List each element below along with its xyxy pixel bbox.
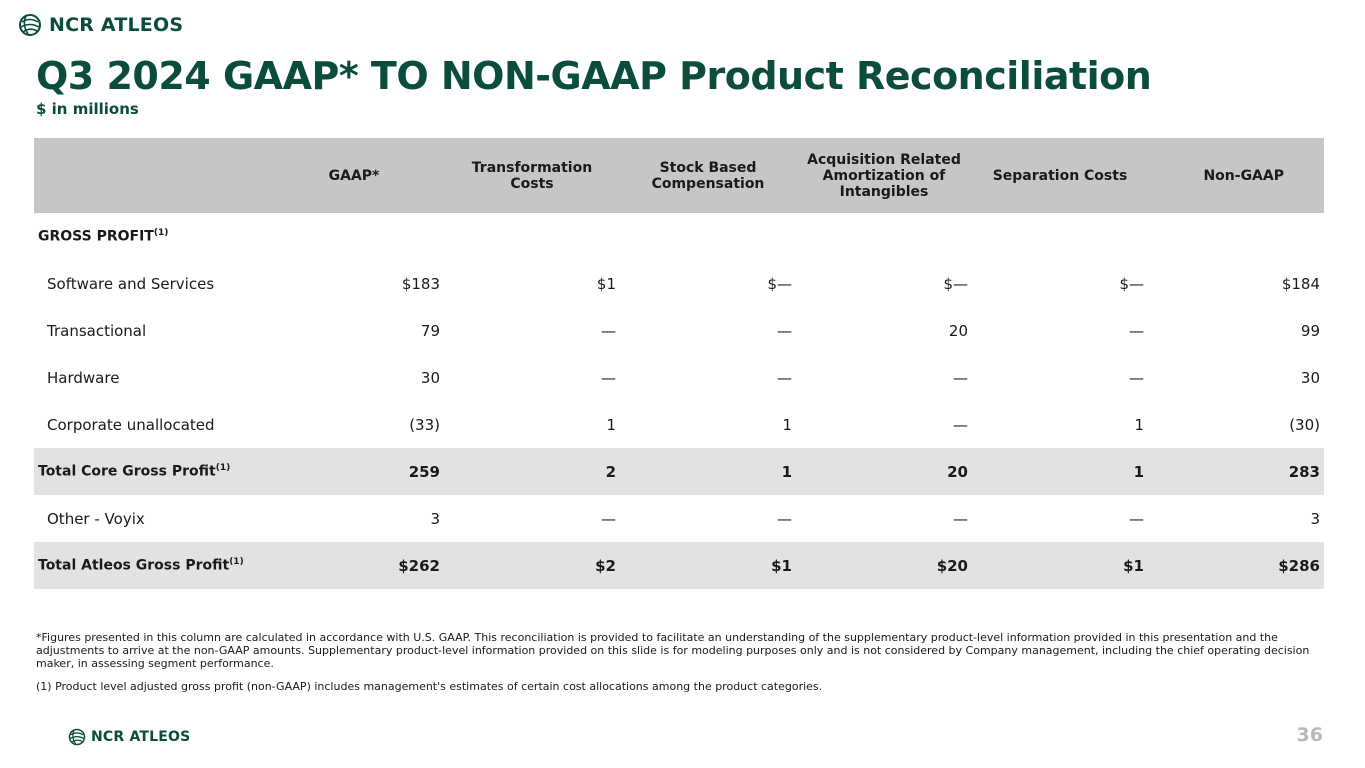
cell-gaap: (33): [409, 415, 440, 434]
cell-non-gaap: 3: [1310, 509, 1320, 528]
header-separation-costs: Separation Costs: [972, 138, 1148, 213]
cell-stock: —: [777, 509, 792, 528]
cell-gaap: 79: [420, 321, 440, 340]
cell-non-gaap: 30: [1300, 368, 1320, 387]
table-row: [34, 354, 1324, 401]
cell-gaap: 259: [264, 448, 444, 495]
cell-acquisition: —: [953, 368, 968, 387]
brand-name: NCR ATLEOS: [49, 14, 184, 36]
cell-stock: $1: [620, 542, 796, 589]
cell-acquisition: $—: [943, 274, 968, 293]
table-row: [34, 260, 1324, 307]
cell-separation: 1: [1134, 415, 1144, 434]
header-transformation-costs: Transformation Costs: [444, 138, 620, 213]
footnote-1: (1) Product level adjusted gross profit (non-GAAP) includes management's estimates of certain cost allocations among the product categories.: [36, 680, 823, 693]
cell-acquisition: —: [953, 415, 968, 434]
globe-logo-icon: [68, 728, 86, 746]
cell-stock: —: [777, 321, 792, 340]
cell-transformation: 2: [444, 448, 620, 495]
cell-gaap: 3: [430, 509, 440, 528]
grand-total-row: [34, 542, 1324, 589]
cell-transformation: —: [601, 321, 616, 340]
section-row: [34, 213, 1324, 260]
cell-transformation: $1: [596, 274, 616, 293]
row-label: Software and Services: [47, 274, 215, 293]
cell-acquisition: 20: [948, 321, 968, 340]
cell-transformation: —: [601, 509, 616, 528]
row-label: Transactional: [47, 321, 147, 340]
page-title: Q3 2024 GAAP* TO NON-GAAP Product Reconciliation: [36, 54, 1152, 98]
cell-acquisition: 20: [796, 448, 972, 495]
row-label: Total Atleos Gross Profit$^{(1)}$: [34, 542, 264, 589]
header-acquisition-amortization: Acquisition Related Amortization of Intangibles: [796, 138, 972, 213]
header-stock-based-compensation: Stock Based Compensation: [620, 138, 796, 213]
section-label: GROSS PROFIT$^{(1)}$: [38, 228, 169, 245]
footnotes: [36, 631, 1321, 703]
row-label: Hardware: [47, 368, 120, 387]
footnote-gaap: *Figures presented in this column are calculated in accordance with U.S. GAAP. This reconciliation is provided to facilitate an understanding of the supplementary product-level information provided in this presentation and the adjustments to arrive at the non-GAAP amounts. Supplementary product-level information provided on this slide is for modeling purposes only and is not considered by Company management, including the chief operating decision maker, in assessing segment performance.: [36, 631, 1310, 670]
brand-logo: [18, 13, 183, 37]
globe-logo-icon: [18, 13, 42, 37]
cell-acquisition: $20: [796, 542, 972, 589]
cell-transformation: 1: [606, 415, 616, 434]
table-row: [34, 401, 1324, 448]
footer-logo: [68, 728, 190, 746]
row-label: Other - Voyix: [47, 509, 145, 528]
cell-stock: —: [777, 368, 792, 387]
cell-non-gaap: (30): [1289, 415, 1320, 434]
cell-separation: —: [1129, 321, 1144, 340]
row-label: Total Core Gross Profit$^{(1)}$: [34, 448, 264, 495]
cell-separation: —: [1129, 368, 1144, 387]
cell-separation: $1: [972, 542, 1148, 589]
footer-brand-name: NCR ATLEOS: [91, 729, 191, 745]
page-subtitle: $ in millions: [36, 100, 139, 118]
cell-non-gaap: 99: [1300, 321, 1320, 340]
header-non-gaap: Non-GAAP: [1148, 138, 1324, 213]
cell-transformation: $2: [444, 542, 620, 589]
cell-acquisition: —: [953, 509, 968, 528]
page-number: 36: [1296, 724, 1323, 746]
header-label: [34, 138, 264, 213]
cell-non-gaap: 283: [1148, 448, 1324, 495]
cell-separation: $—: [1119, 274, 1144, 293]
cell-stock: $—: [767, 274, 792, 293]
cell-transformation: —: [601, 368, 616, 387]
cell-separation: —: [1129, 509, 1144, 528]
core-total-row: [34, 448, 1324, 495]
row-label: Corporate unallocated: [47, 415, 215, 434]
cell-non-gaap: $184: [1281, 274, 1320, 293]
cell-gaap: $262: [264, 542, 444, 589]
header-gaap: GAAP*: [264, 138, 444, 213]
table-header-row: [34, 138, 1324, 213]
table-row: [34, 307, 1324, 354]
cell-stock: 1: [782, 415, 792, 434]
cell-gaap: $183: [401, 274, 440, 293]
cell-gaap: 30: [420, 368, 440, 387]
reconciliation-table: [34, 138, 1324, 589]
cell-separation: 1: [972, 448, 1148, 495]
cell-non-gaap: $286: [1148, 542, 1324, 589]
table-row: [34, 495, 1324, 542]
cell-stock: 1: [620, 448, 796, 495]
